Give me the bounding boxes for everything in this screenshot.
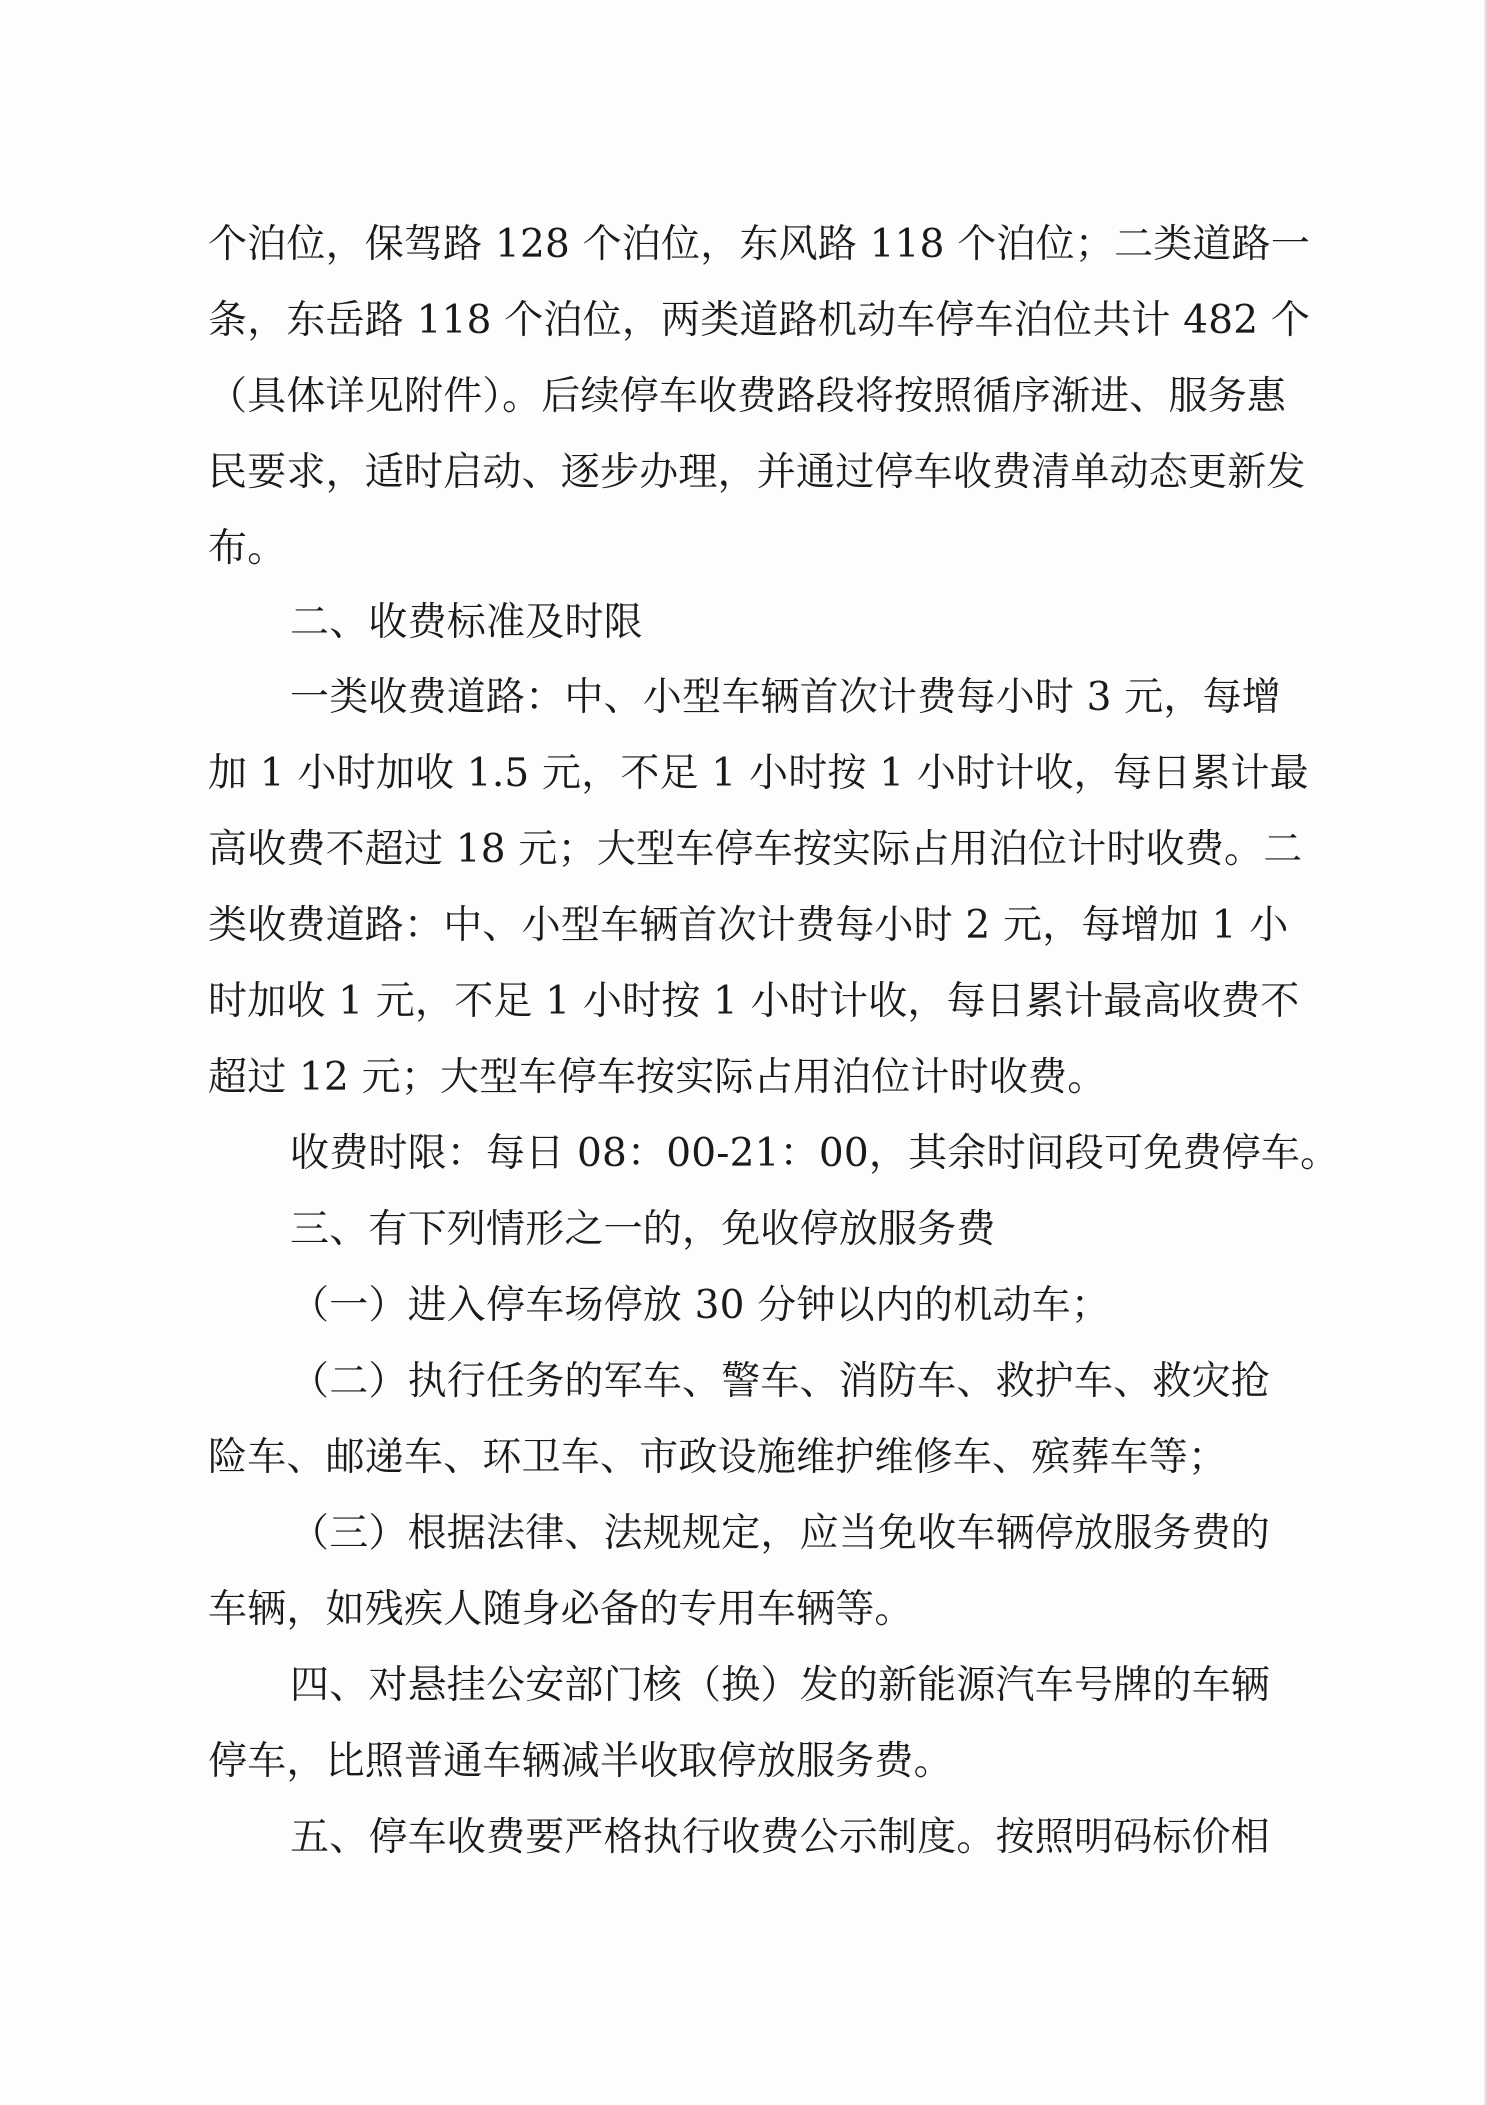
body-line-12: 超过 12 元；大型车停车按实际占用泊位计时收费。 [208,1055,1107,1100]
exemption-item-2-cont: 险车、邮递车、环卫车、市政设施维护维修车、殡葬车等； [208,1435,1228,1480]
body-line-10: 类收费道路：中、小型车辆首次计费每小时 2 元，每增加 1 小 [208,903,1289,948]
body-line-2: 条，东岳路 118 个泊位，两类道路机动车停车泊位共计 482 个 [208,298,1311,343]
exemption-item-2: （二）执行任务的军车、警车、消防车、救护车、救灾抢 [290,1359,1271,1404]
body-line-3: （具体详见附件）。后续停车收费路段将按照循序渐进、服务惠 [208,374,1287,419]
charge-hours-line: 收费时限：每日 08：00-21：00，其余时间段可免费停车。 [290,1131,1340,1176]
body-line-7: 一类收费道路：中、小型车辆首次计费每小时 3 元，每增 [290,675,1282,720]
exemption-item-1: （一）进入停车场停放 30 分钟以内的机动车； [290,1283,1111,1328]
exemption-item-3-cont: 车辆，如残疾人随身必备的专用车辆等。 [208,1587,914,1632]
section-heading-4: 四、对悬挂公安部门核（换）发的新能源汽车号牌的车辆 [290,1663,1271,1708]
section-4-cont: 停车，比照普通车辆减半收取停放服务费。 [208,1739,953,1784]
body-line-8: 加 1 小时加收 1.5 元，不足 1 小时按 1 小时计收，每日累计最 [208,751,1309,796]
section-heading-3: 三、有下列情形之一的，免收停放服务费 [290,1207,996,1252]
section-heading-5: 五、停车收费要严格执行收费公示制度。按照明码标价相 [290,1815,1271,1860]
body-line-4: 民要求，适时启动、逐步办理，并通过停车收费清单动态更新发 [208,450,1306,495]
body-line-1: 个泊位，保驾路 128 个泊位，东风路 118 个泊位；二类道路一 [208,222,1311,267]
section-heading-2: 二、收费标准及时限 [290,600,643,645]
body-line-11: 时加收 1 元，不足 1 小时按 1 小时计收，每日累计最高收费不 [208,979,1300,1024]
exemption-item-3: （三）根据法律、法规规定，应当免收车辆停放服务费的 [290,1511,1271,1556]
body-line-5: 布。 [208,526,287,571]
body-line-9: 高收费不超过 18 元；大型车停车按实际占用泊位计时收费。二 [208,827,1303,872]
